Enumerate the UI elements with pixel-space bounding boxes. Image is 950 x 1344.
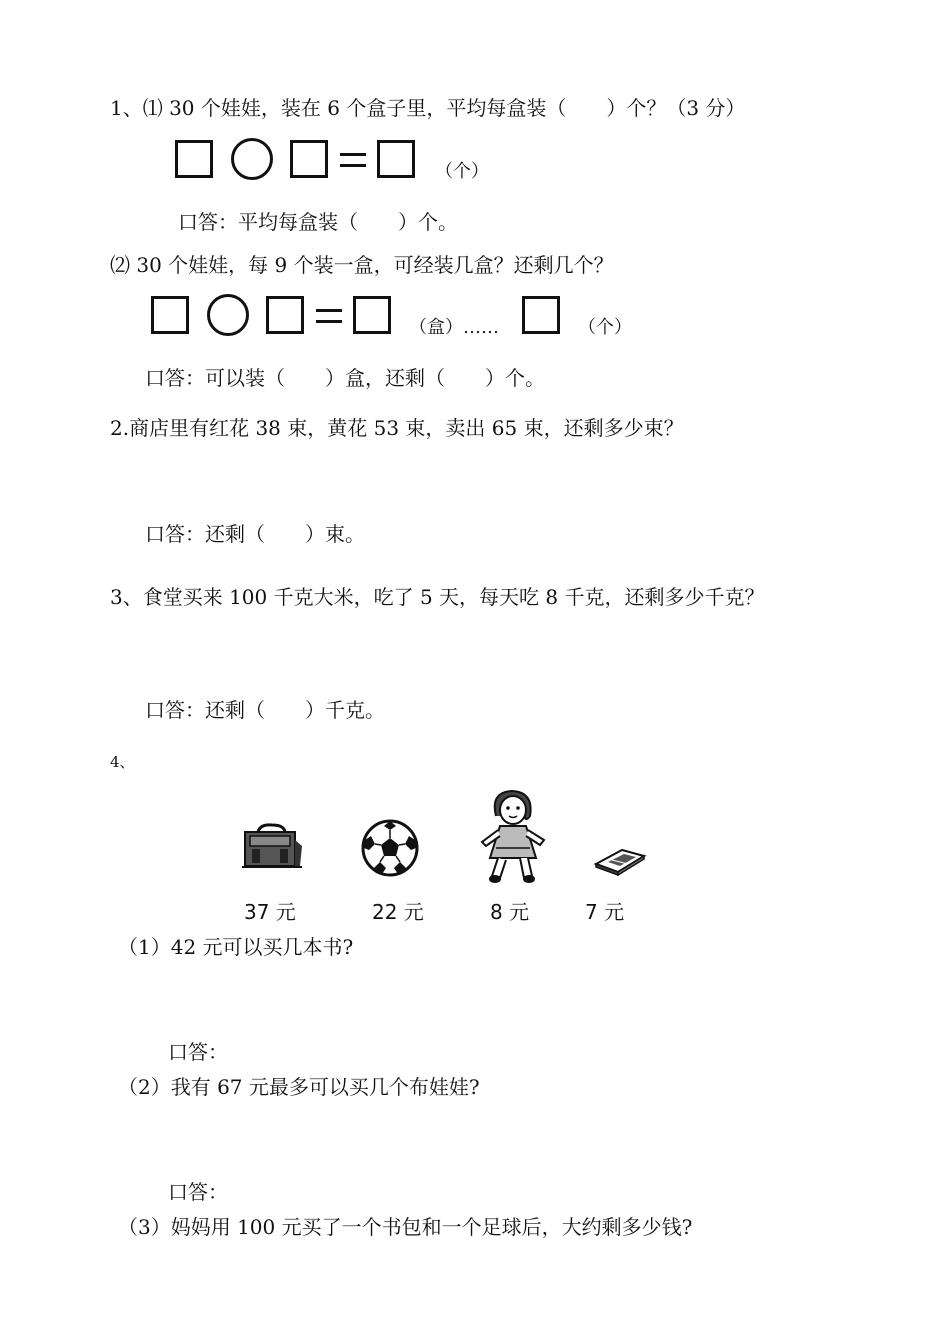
answer-box[interactable] xyxy=(290,140,328,178)
q3-answer: 口答：还剩（ ）千克。 xyxy=(145,698,385,722)
q1-part1-unit: （个） xyxy=(435,161,489,182)
remainder-box[interactable] xyxy=(522,296,560,334)
q1-part1-answer: 口答：平均每盒装（ ）个。 xyxy=(178,210,458,234)
q4-label: 4、 xyxy=(110,753,135,771)
result-box[interactable] xyxy=(353,296,391,334)
q1-part2-answer: 口答：可以装（ ）盒，还剩（ ）个。 xyxy=(145,366,545,390)
item-price: 8 元 xyxy=(490,900,530,924)
answer-box[interactable] xyxy=(151,296,189,334)
q4-sub1-question: （1）42 元可以买几本书? xyxy=(118,935,354,959)
operator-circle[interactable] xyxy=(231,138,273,180)
q1-part2-unit-items: （个） xyxy=(578,317,632,338)
answer-box[interactable] xyxy=(266,296,304,334)
item-price: 7 元 xyxy=(585,900,625,924)
equals-sign xyxy=(316,309,342,323)
soccer-ball-icon xyxy=(360,818,420,878)
answer-box[interactable] xyxy=(175,140,213,178)
operator-circle[interactable] xyxy=(207,294,249,336)
equals-sign xyxy=(340,153,366,167)
q4-sub1-answer: 口答： xyxy=(168,1040,228,1064)
q2-answer: 口答：还剩（ ）束。 xyxy=(145,522,365,546)
q1-part2-question: ⑵ 30 个娃娃，每 9 个装一盒，可经装几盒？还剩几个？ xyxy=(110,253,614,277)
item-price: 37 元 xyxy=(244,900,296,924)
book-icon xyxy=(592,842,648,876)
q1-part1-question: 1、⑴ 30 个娃娃，装在 6 个盒子里，平均每盒装（ ）个？（3 分） xyxy=(110,96,746,120)
item-price: 22 元 xyxy=(372,900,424,924)
result-box[interactable] xyxy=(377,140,415,178)
doll-icon xyxy=(476,786,552,886)
q4-sub2-answer: 口答： xyxy=(168,1180,228,1204)
q3-question: 3、食堂买来 100 千克大米，吃了 5 天，每天吃 8 千克，还剩多少千克？ xyxy=(110,585,765,609)
q1-part2-unit-boxes: （盒）…… xyxy=(409,317,499,338)
q2-question: 2.商店里有红花 38 束，黄花 53 束，卖出 65 束，还剩多少束？ xyxy=(110,416,684,440)
q4-sub3-question: （3）妈妈用 100 元买了一个书包和一个足球后，大约剩多少钱? xyxy=(118,1215,693,1239)
q4-sub2-question: （2）我有 67 元最多可以买几个布娃娃? xyxy=(118,1075,480,1099)
schoolbag-icon xyxy=(240,822,308,872)
